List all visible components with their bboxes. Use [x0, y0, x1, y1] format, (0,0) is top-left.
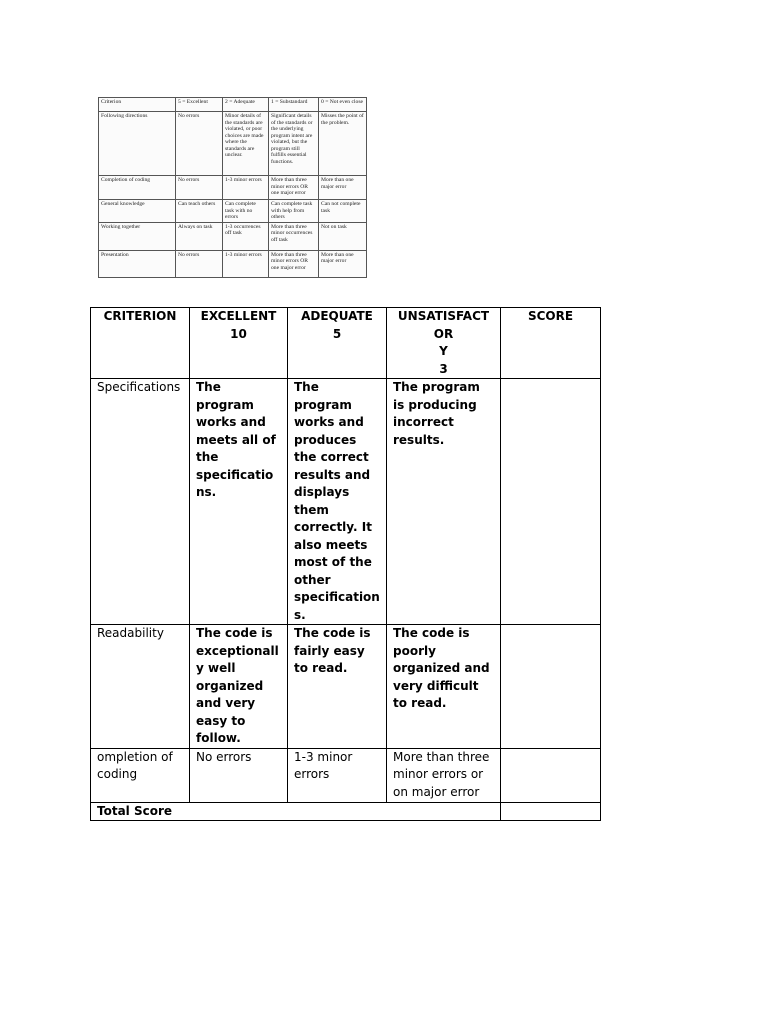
small-cell: More than three minor errors OR one major error [269, 250, 319, 277]
small-cell: More than one major error [319, 250, 367, 277]
unsatisfactory-cell: The code is poorly organized and very difficult to read. [387, 625, 501, 749]
header-excellent-points: 10 [230, 326, 247, 341]
adequate-cell: The program works and produces the correct results and displays them correctly. It also meets most of the other specifications. [288, 379, 387, 625]
small-rubric-row [99, 112, 367, 176]
small-header-cell: 1 = Substandard [269, 98, 319, 112]
small-cell: Significant details of the standards or the underlying program intent are violated, but the program still fulfills essential functions. [269, 112, 319, 176]
small-header-cell: 0 = Not even close [319, 98, 367, 112]
header-adequate-points: 5 [332, 326, 342, 341]
header-score-label: SCORE [527, 309, 574, 323]
rubric-row-completion [91, 748, 601, 802]
small-cell: No errors [176, 250, 223, 277]
small-header-cell: 5 = Excellent [176, 98, 223, 112]
small-cell: Completion of coding [99, 176, 176, 200]
header-unsatisfactory-label-b: Y [439, 344, 448, 358]
score-cell[interactable] [501, 379, 601, 625]
small-cell: Always on task [176, 222, 223, 250]
small-cell: Can not complete task [319, 200, 367, 223]
adequate-cell: 1-3 minor errors [288, 748, 387, 802]
small-cell: More than three minor errors OR one major error [269, 176, 319, 200]
rubric-table [90, 307, 601, 821]
total-score-cell[interactable] [501, 802, 601, 821]
small-cell: Minor details of the standards are violated, or poor choices are made where the standards are unclear. [223, 112, 269, 176]
header-excellent [190, 308, 288, 379]
header-unsatisfactory-points: 3 [439, 361, 448, 376]
small-cell: Working together [99, 222, 176, 250]
excellent-cell: The code is exceptionally well organized and very easy to follow. [190, 625, 288, 749]
small-cell: Misses the point of the problem. [319, 112, 367, 176]
small-rubric-row [99, 250, 367, 277]
small-rubric-row [99, 222, 367, 250]
header-adequate [288, 308, 387, 379]
small-header-cell: Criterion [99, 98, 176, 112]
header-score [501, 308, 601, 379]
small-cell: Not on task [319, 222, 367, 250]
rubric-row-readability [91, 625, 601, 749]
rubric-header-row [91, 308, 601, 379]
small-cell: Presentation [99, 250, 176, 277]
small-cell: More than one major error [319, 176, 367, 200]
small-cell: More than three minor occurrences off task [269, 222, 319, 250]
header-unsatisfactory [387, 308, 501, 379]
small-cell: Can complete task with no errors [223, 200, 269, 223]
rubric-row-total [91, 802, 601, 821]
excellent-cell: The program works and meets all of the specifications. [190, 379, 288, 625]
adequate-cell: The code is fairly easy to read. [288, 625, 387, 749]
small-cell: 1-3 minor errors [223, 176, 269, 200]
score-cell[interactable] [501, 748, 601, 802]
criterion-cell: Readability [91, 625, 190, 749]
small-rubric-header-row [99, 98, 367, 112]
small-rubric-row [99, 200, 367, 223]
header-criterion [91, 308, 190, 379]
small-rubric-row [99, 176, 367, 200]
small-rubric-image [98, 97, 367, 278]
small-cell: 1-3 occurrences off task [223, 222, 269, 250]
excellent-cell: No errors [190, 748, 288, 802]
small-cell: No errors [176, 112, 223, 176]
unsatisfactory-cell: The program is producing incorrect results. [387, 379, 501, 625]
small-cell: No errors [176, 176, 223, 200]
unsatisfactory-cell: More than three minor errors or on major error [387, 748, 501, 802]
small-cell: Following directions [99, 112, 176, 176]
header-adequate-label: ADEQUATE [301, 309, 373, 323]
small-cell: General knowledge [99, 200, 176, 223]
score-cell[interactable] [501, 625, 601, 749]
small-cell: Can teach others [176, 200, 223, 223]
criterion-cell: ompletion of coding [91, 748, 190, 802]
rubric-row-specifications [91, 379, 601, 625]
criterion-cell: Specifications [91, 379, 190, 625]
header-criterion-label: CRITERION [103, 309, 177, 323]
header-unsatisfactory-label-a: UNSATISFACTOR [397, 309, 490, 341]
small-cell: Can complete task with help from others [269, 200, 319, 223]
small-cell: 1-3 minor errors [223, 250, 269, 277]
total-score-label: Total Score [91, 802, 501, 821]
header-excellent-label: EXCELLENT [200, 309, 277, 323]
small-header-cell: 2 = Adequate [223, 98, 269, 112]
